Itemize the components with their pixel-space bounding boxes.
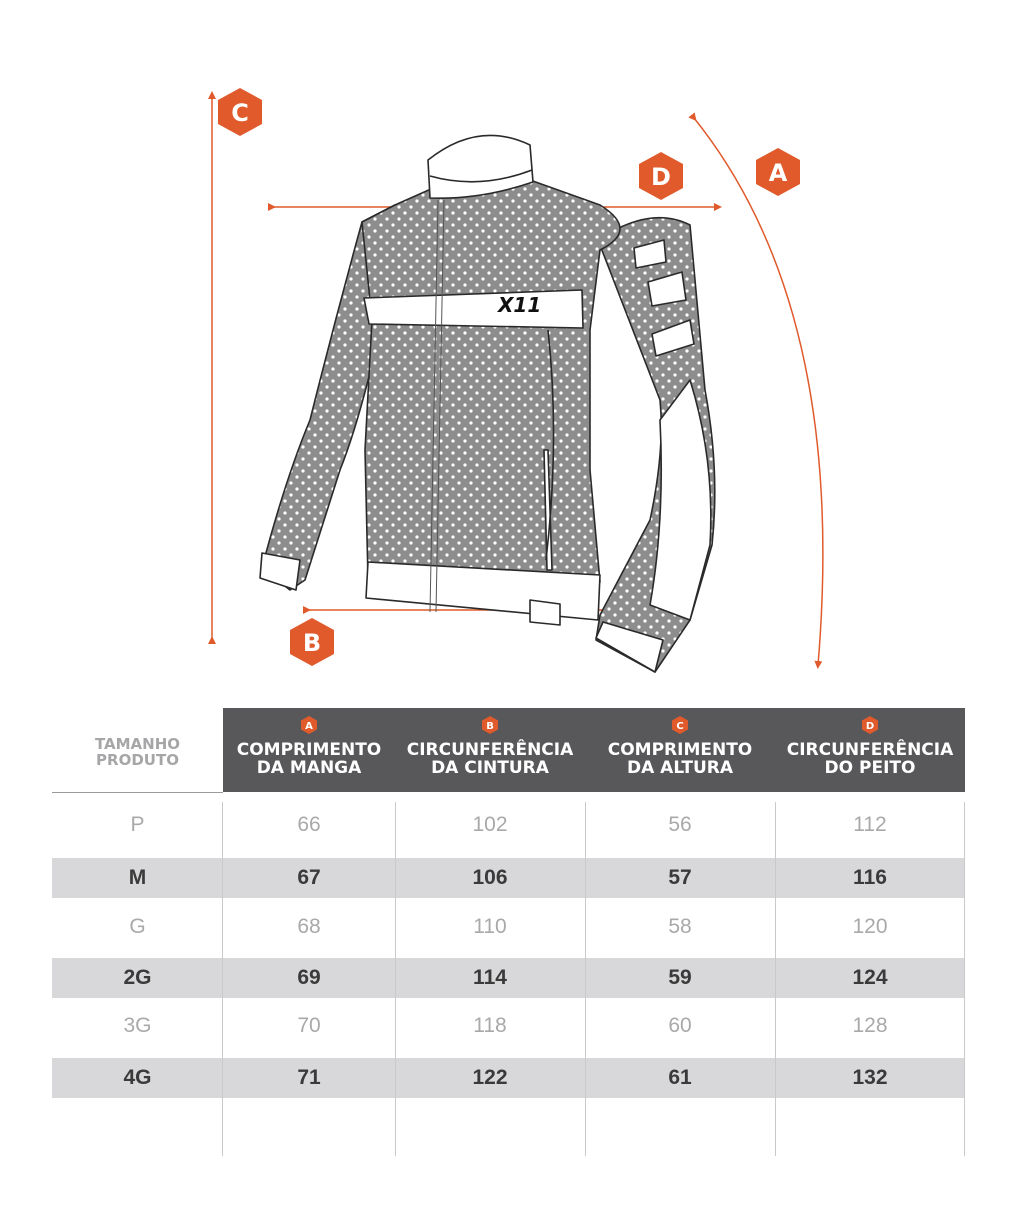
size-cell: P: [130, 813, 145, 836]
value-cell: 61: [668, 1066, 692, 1089]
hex-badge-a: [756, 148, 800, 196]
value-cell: 60: [668, 1014, 692, 1037]
svg-text:B: B: [486, 721, 494, 732]
size-cell: M: [128, 866, 147, 889]
value-cell: 106: [472, 866, 508, 889]
value-cell: 59: [668, 966, 692, 989]
column-divider: [964, 802, 965, 1156]
value-cell: 116: [853, 866, 887, 889]
header-line: DA MANGA: [256, 758, 362, 778]
size-table: [52, 708, 965, 1158]
value-cell: 120: [852, 915, 888, 938]
column-divider: [775, 802, 776, 1156]
jacket-illustration: [260, 135, 715, 672]
header-sleeve-length: [223, 708, 395, 792]
product-header-line: PRODUTO: [96, 751, 179, 769]
value-cell: 67: [297, 866, 321, 889]
header-waist-circumference: [395, 708, 585, 792]
hex-badge-d: [639, 152, 683, 200]
svg-text:D: D: [651, 163, 671, 191]
value-cell: 71: [297, 1066, 321, 1089]
header-line: CIRCUNFERÊNCIA: [406, 740, 574, 760]
header-line: DO PEITO: [824, 758, 916, 778]
svg-text:B: B: [302, 629, 322, 657]
value-cell: 110: [473, 915, 507, 938]
column-divider: [395, 802, 396, 1156]
column-divider: [222, 802, 223, 1156]
hex-badge-c: [218, 88, 262, 136]
value-cell: 118: [473, 1014, 507, 1037]
header-height-length: [585, 708, 775, 792]
hex-badge-d-small: [861, 716, 879, 734]
value-cell: 70: [297, 1014, 321, 1037]
hex-badge-a-small: [300, 716, 318, 734]
svg-text:A: A: [305, 721, 313, 732]
column-divider: [585, 802, 586, 1156]
svg-text:C: C: [231, 99, 249, 127]
value-cell: 56: [668, 813, 692, 836]
table-row: [52, 1006, 965, 1046]
header-line: COMPRIMENTO: [607, 740, 753, 760]
value-cell: 57: [668, 866, 692, 889]
table-row: [52, 805, 965, 845]
table-row: [52, 1058, 965, 1098]
size-cell: G: [129, 915, 146, 938]
value-cell: 58: [668, 915, 692, 938]
size-cell: 2G: [123, 966, 152, 989]
header-line: CIRCUNFERÊNCIA: [786, 740, 954, 760]
value-cell: 66: [297, 813, 321, 836]
value-cell: 102: [472, 813, 508, 836]
measure-arc-a: [694, 118, 823, 665]
header-line: DA CINTURA: [431, 758, 549, 778]
size-cell: 4G: [123, 1066, 152, 1089]
table-row: [52, 858, 965, 898]
header-line: COMPRIMENTO: [236, 740, 382, 760]
header-line: DA ALTURA: [626, 758, 733, 778]
value-cell: 132: [852, 1066, 888, 1089]
value-cell: 68: [297, 915, 321, 938]
table-row: [52, 907, 965, 947]
brand-logo: X11: [498, 293, 542, 317]
size-cell: 3G: [123, 1014, 152, 1037]
value-cell: 69: [297, 966, 321, 989]
hex-badge-c-small: [671, 716, 689, 734]
hex-badge-b-small: [481, 716, 499, 734]
value-cell: 124: [852, 966, 888, 989]
hex-badge-b: [290, 618, 334, 666]
svg-text:D: D: [865, 721, 875, 732]
product-size-header: [52, 736, 223, 768]
product-header-underline: [52, 792, 223, 793]
value-cell: 128: [852, 1014, 888, 1037]
table-row: [52, 958, 965, 998]
value-cell: 122: [472, 1066, 508, 1089]
svg-text:A: A: [768, 159, 788, 187]
value-cell: 114: [473, 966, 507, 989]
product-header-line: TAMANHO: [94, 735, 181, 753]
value-cell: 112: [853, 813, 887, 836]
svg-text:C: C: [676, 721, 684, 732]
header-chest-circumference: [775, 708, 965, 792]
